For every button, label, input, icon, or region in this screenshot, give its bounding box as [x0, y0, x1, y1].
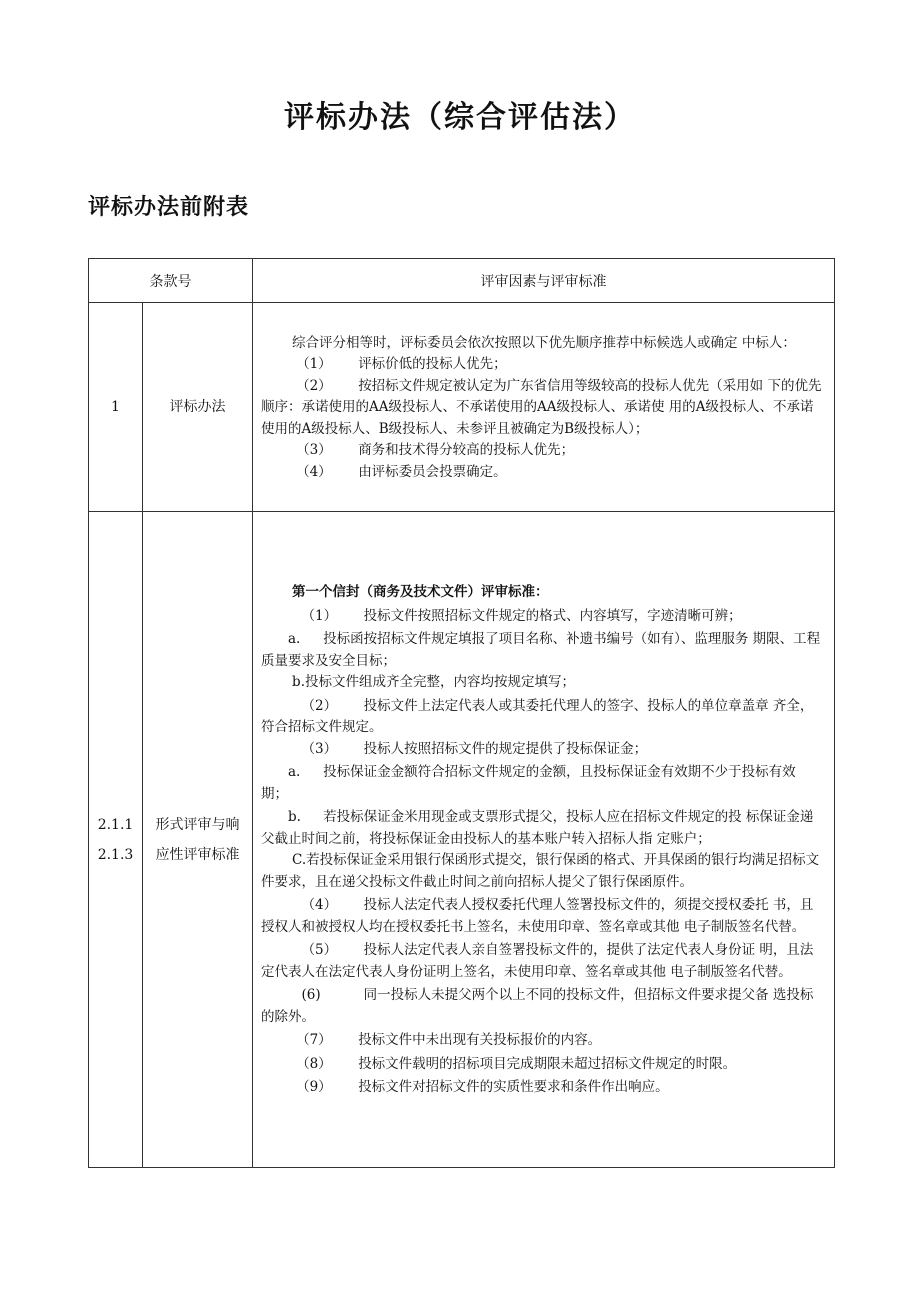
- row1-item: （1） 评标价低的投标人优先；: [296, 356, 507, 373]
- criteria-line: （5） 投标人法定代表人亲自签署投标文件的，提供了法定代表人身份证 明，且法定代表人在法定代表人身份证明上签名，未使用印章、签名章或其他 电子制版签名代替。: [261, 942, 814, 980]
- criteria-line: （7） 投标文件中未出现有关投标报价的内容。: [296, 1032, 602, 1049]
- criteria-line: （1） 投标文件按照招标文件规定的格式、内容填写，字迹清晰可辨；: [301, 607, 742, 624]
- criteria-line: （4） 投标人法定代表人授权委托代理人签署投标文件的，须提交授权委托 书，且授权人和被授权人均在授权委托书上签名，未使用印章、签名章或其他 电子制版签名代替。: [261, 897, 814, 935]
- table-row: [89, 303, 835, 512]
- row1-item: （2） 按招标文件规定被认定为广东省信用等级较高的投标人优先（采用如 下的优先顺序：承诺使用的AA级投标人、不承诺使用的AA级投标人、承诺使 用的A级投标人、不承诺使用的A级投标人、B级投标人、未参评且被确定为B级投标人）；: [261, 377, 822, 437]
- criteria-line: a. 投标函按招标文件规定填报了项目名称、补遗书编号（如有）、监理服务 期限、工程质量要求及安全目标；: [261, 631, 821, 669]
- criteria-line: (6) 同一投标人未提父两个以上不同的投标文件，但招标文件要求提父备 选投标的除外。: [261, 987, 814, 1025]
- criteria-line: C.若投标保证金采用银行保函形式提交，银行保函的格式、开具保函的银行均满足招标文件要求，且在递父投标文件截止时间之前向招标人提父了银行保函原件。: [261, 852, 820, 890]
- criteria-heading: 第一个信封（商务及技术文件）评审标准：: [292, 584, 549, 601]
- clause-number: 2.1.1: [97, 816, 134, 833]
- criteria-line: （8） 投标文件载明的招标项目完成期限未超过招标文件规定的时限。: [296, 1055, 737, 1072]
- criteria-line: b.投标文件组成齐全完整，内容均按规定填写；: [292, 674, 575, 691]
- row1-item: （4） 由评标委员会投票确定。: [296, 463, 507, 480]
- criteria-cell: [253, 303, 835, 512]
- page-title: 评标办法（综合评估法）: [284, 100, 636, 135]
- clause-number: 2.1.3: [97, 846, 134, 863]
- clause-number: 1: [89, 303, 143, 512]
- criteria-cell: [253, 512, 835, 1168]
- clause-name: 形式评审与响应性评审标准: [143, 512, 253, 1168]
- row1-intro: 综合评分相等时，评标委员会依次按照以下优先顺序推荐中标候选人或确定 中标人：: [292, 334, 796, 351]
- criteria-line: （3） 投标人按照招标文件的规定提供了投标保证金；: [301, 740, 648, 757]
- row1-item: （3） 商务和技术得分较高的投标人优先；: [296, 442, 575, 459]
- criteria-line: （2） 投标文件上法定代表人或其委托代理人的签字、投标人的单位章盖章 齐全，符合招标文件规定。: [261, 697, 814, 736]
- header-criteria: 评审因素与评审标准: [253, 259, 835, 303]
- criteria-line: b. 若投标保证金米用现金或支票形式提父，投标人应在招标文件规定的投 标保证金递父截止时间之前，将投标保证金由投标人的基本账户转入招标人指 定账户；: [261, 809, 814, 847]
- criteria-line: （9） 投标文件对招标文件的实质性要求和条件作出响应。: [296, 1079, 669, 1096]
- table-header-row: [89, 259, 835, 303]
- criteria-line: a. 投标保证金金额符合招标文件规定的金额，且投标保证金有效期不少于投标有效期；: [261, 764, 796, 802]
- header-clause: 条款号: [89, 259, 253, 303]
- clause-name: 评标办法: [143, 303, 253, 512]
- section-title: 评标办法前附表: [88, 195, 250, 220]
- clause-number-cell: [89, 512, 143, 1168]
- table-row: [89, 512, 835, 1168]
- evaluation-table: [88, 258, 835, 1168]
